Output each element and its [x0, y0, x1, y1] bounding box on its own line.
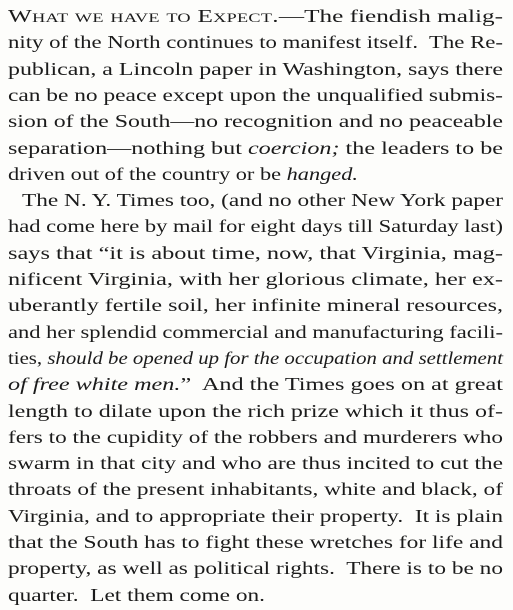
article-line — [8, 475, 503, 503]
article-line — [8, 291, 503, 319]
article-title: What we have to Expect. — [8, 6, 279, 26]
italic-run: hanged. — [286, 163, 358, 184]
text-run: publican, a Lincoln paper in Washington, says there — [8, 58, 503, 79]
article-line — [8, 160, 358, 188]
article-line — [8, 55, 503, 83]
article-line — [8, 370, 503, 398]
article-line — [8, 581, 265, 609]
text-run: The N. Y. Times too, (and no other New York paper — [22, 190, 504, 211]
text-run: the leaders to be — [339, 137, 504, 158]
text-run: uberantly fertile soil, her infinite mineral resources, — [8, 295, 504, 316]
article-line — [8, 449, 503, 477]
article-line — [8, 502, 503, 530]
italic-run: should be opened up for the occupation and settlement — [47, 347, 503, 368]
text-run: throats of the present inhabitants, white and black, of — [8, 479, 503, 500]
text-run: —The fiendish malig- — [278, 6, 504, 26]
text-run: and her splendid commercial and manufacturing facili- — [8, 321, 504, 342]
article-line — [8, 344, 503, 372]
text-run: Virginia, and to appropriate their property. It is plain — [8, 505, 504, 526]
text-run: nity of the North continues to manifest itself. The Re- — [8, 32, 504, 53]
italic-run: of free white men. — [8, 374, 181, 395]
text-run: can be no peace except upon the unqualified submis- — [8, 84, 503, 105]
article-line — [8, 423, 503, 451]
text-run: that the South has to fight these wretches for life and — [8, 532, 504, 552]
text-run: length to dilate upon the rich prize which it thus of- — [8, 400, 503, 421]
text-run: quarter. Let them come on. — [8, 584, 265, 605]
italic-run: coercion; — [247, 137, 340, 158]
article-line — [8, 81, 503, 109]
text-run: ” And the Times goes on at great — [180, 374, 503, 395]
article-line — [8, 554, 503, 582]
text-run: property, as well as political rights. There is to be no — [8, 558, 504, 579]
article-line — [8, 528, 503, 556]
article-line — [8, 239, 503, 267]
article-line — [8, 397, 503, 425]
article-line — [8, 134, 503, 162]
text-run: fers to the cupidity of the robbers and murderers who — [8, 426, 503, 447]
article-line — [8, 28, 503, 56]
text-run: sion of the South—no recognition and no peaceable — [8, 111, 503, 132]
text-run: nificent Virginia, with her glorious climate, her ex- — [8, 269, 503, 289]
article-line — [8, 318, 503, 346]
text-run: ties, — [8, 347, 48, 368]
article-line — [8, 265, 503, 293]
text-run: says that “it is about time, now, that Virginia, mag- — [8, 242, 503, 263]
text-run: swarm in that city and who are thus incited to cut the — [8, 453, 503, 474]
article-line — [8, 2, 503, 30]
text-run: driven out of the country or be — [8, 163, 287, 184]
text-run: had come here by mail for eight days till Saturday last) — [8, 216, 503, 237]
article-line — [8, 107, 503, 135]
text-run: separation—nothing but — [8, 137, 248, 158]
article-line — [8, 212, 503, 240]
article-line — [22, 186, 503, 214]
